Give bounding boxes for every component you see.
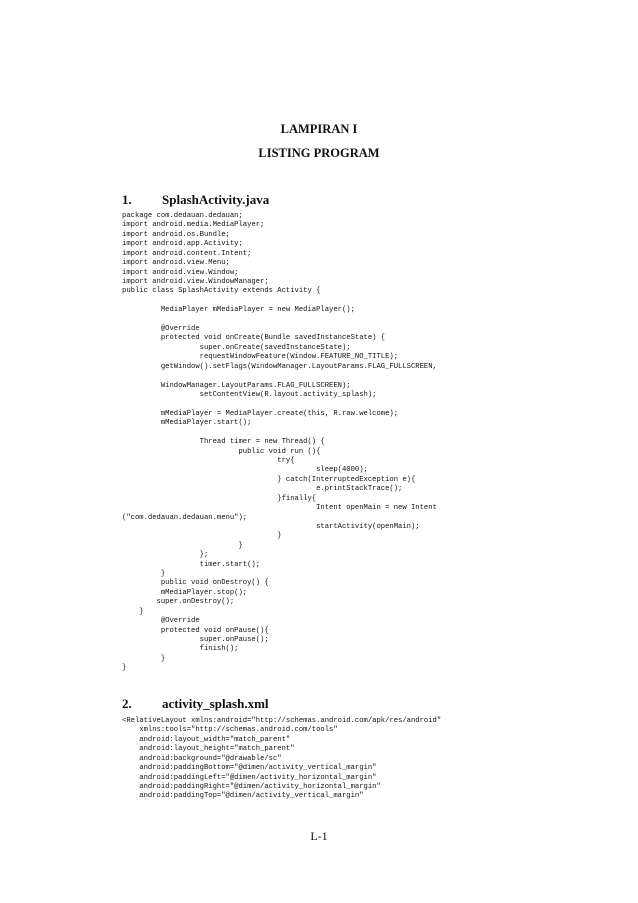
section-1-code-listing: package com.dedauan.dedauan; import android.media.MediaPlayer; import android.os.Bundle; import android.app.Activity; import android.content.Intent; import android.view.Menu; import android.view.Window; import android.view.WindowManager; public class SplashActivity extends Activity { MediaPlayer mMediaPlayer = new MediaPlayer(); @Override protected void onCreate(Bundle savedInstanceState) { super.onCreate(savedInstanceState); requestWindowFeature(Window.FEATURE_NO_TITLE); getWindow().setFlags(WindowManager.LayoutParams.FLAG_FULLSCREEN, WindowManager.LayoutParams.FLAG_FULLSCREEN); setContentView(R.layout.activity_splash); mMediaPlayer = MediaPlayer.create(this, R.raw.welcome); mMediaPlayer.start(); Thread timer = new Thread() { public void run (){ try{ sleep(4000); } catch(InterruptedException e){ e.printStackTrace(); }finally{ Intent openMain = new Intent ("com.dedauan.dedauan.menu"); startActivity(openMain); } } }; timer.start(); } public void onDestroy() { mMediaPlayer.stop(); super.onDestroy(); } @Override protected void onPause(){ super.onPause(); finish(); } } [122, 212, 437, 673]
section-2-code-listing: <RelativeLayout xmlns:android="http://schemas.android.com/apk/res/android" xmlns:tools="http://schemas.android.com/tools" android:layout_width="match_parent" android:layout_height="match_parent" android:background="@drawable/sc" android:paddingBottom="@dimen/activity_vertical_margin" android:paddingLeft="@dimen/activity_horizontal_margin" android:paddingRight="@dimen/activity_horizontal_margin" android:paddingTop="@dimen/activity_vertical_margin" [122, 717, 442, 801]
section-2-title: activity_splash.xml [162, 696, 269, 711]
page-title: LAMPIRAN I [280, 122, 358, 136]
section-1-number: 1. [122, 192, 132, 207]
page-number: L-1 [310, 829, 328, 843]
section-2-number: 2. [122, 696, 132, 711]
section-1-title: SplashActivity.java [162, 192, 270, 207]
page-subtitle: LISTING PROGRAM [258, 146, 380, 160]
